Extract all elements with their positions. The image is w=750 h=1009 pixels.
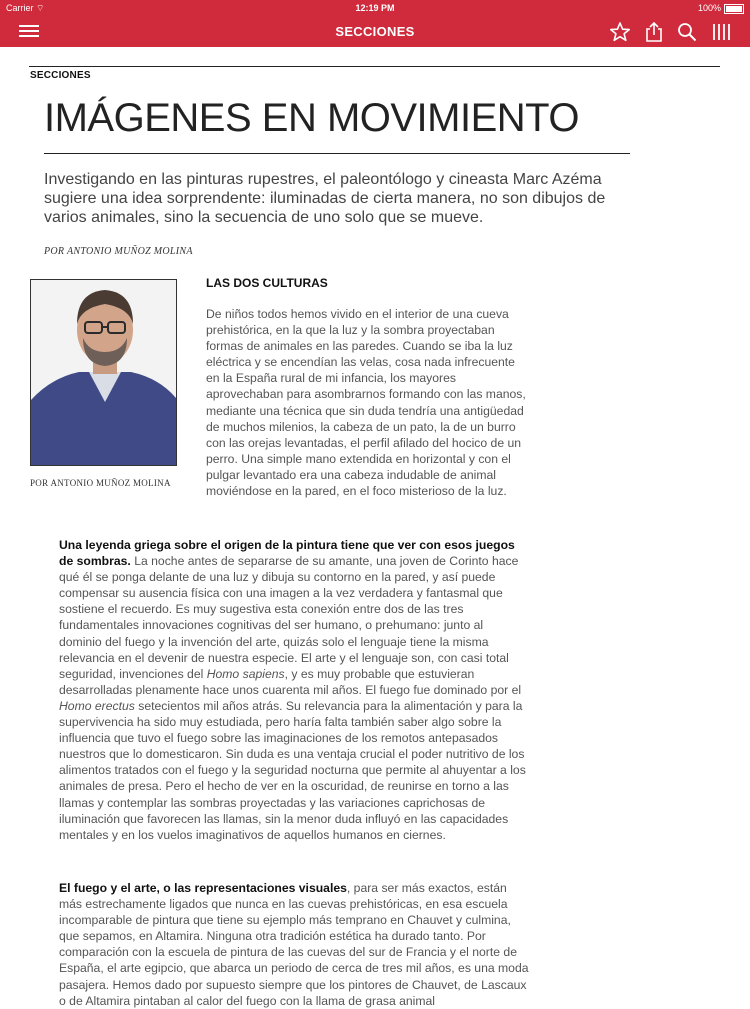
photo-caption: POR ANTONIO MUÑOZ MOLINA [30,478,171,488]
body-paragraph: Una leyenda griega sobre el origen de la pintura tiene que ver con esos juegos de sombras. La noche antes de separarse de su amante, una joven de Corinto hace qué él se ponga delante de una luz y dibuja su contorno en la pared, y así puede compensar su ausencia física con una imagen a la vez verdadera y fantasmal que sostiene el recuerdo. Es muy sugestiva esta conexión entre dos de las tres fundamentales innovaciones cognitivas del ser humano, o prehumano: junto al dominio del fuego y la invención del arte, quizás solo el lenguaje tiene la misma relevancia en el devenir de nuestra especie. El arte y el lenguaje son, con casi total seguridad, invenciones del Homo sapiens, y es muy probable que estuvieran desarrolladas plenamente hace unos cuarenta mil años. El fuego fue dominado por el Homo erectus setecientos mil años atrás. Su relevancia para la alimentación y para la supervivencia ha sido muy estudiada, pero haría falta también saber algo sobre la influencia que tuvo el fuego sobre las imaginaciones de los remotos antepasados nuestros que lo domesticaron. Sin duda es una ventaja crucial el poder nutritivo de los alimentos tratados con el fuego y la seguridad nocturna que permite al ahuyentar a los animales de presa. Pero el hecho de ver en la oscuridad, de reunirse en torno a las llamas y contemplar las sombras proyectadas y las variaciones caprichosas de iluminación que favorecen las llamas, sin la menor duda influyó en las capacidades mentales y en los vuelos imaginativos de aquellos humanos en ciernes. [59,538,526,842]
search-icon[interactable] [676,21,698,43]
carrier-label: Carrier ⌔ [6,3,45,13]
battery-indicator: 100% [698,3,744,14]
share-icon[interactable] [643,21,665,43]
paragraph-lead: El fuego y el arte, o las representaciones visuales [59,881,347,895]
status-bar [0,0,750,16]
article-headline: IMÁGENES EN MOVIMIENTO [44,96,579,140]
nav-title: SECCIONES [335,24,415,39]
body-paragraph: El fuego y el arte, o las representaciones visuales, para ser más exactos, están más estrechamente ligados que nunca en las cuevas prehistóricas, en esa escuela incomparable de pintura que tiene su ejemplo más temprano en Chauvet y culmina, que sepamos, en Altamira. Ninguna otra tradición estética ha durado tanto. Por comparación con la escuela de pintura de las cuevas del sur de Francia y el norte de España, el arte egipcio, que abarca un periodo de cerca de tres mil años, es una moda pasajera. Hemos dado por supuesto siempre que los pintores de Chauvet, de Lascaux o de Altamira pintaban al calor del fuego con la llama de grasa animal [59,881,529,1008]
author-portrait [31,280,176,465]
wifi-icon: ⌔ [36,3,45,13]
nav-bar [0,16,750,47]
star-icon[interactable] [609,21,631,43]
battery-icon [724,4,744,14]
article-subheading: LAS DOS CULTURAS [206,276,328,290]
section-label: SECCIONES [30,70,91,81]
headline-divider [44,153,630,154]
paragraph-lead: Una leyenda griega sobre el origen de la pintura tiene que ver con esos juegos de sombras. [59,538,515,569]
author-photo [30,279,177,466]
section-divider [29,66,720,67]
article-dek: Investigando en las pinturas rupestres, el paleontólogo y cineasta Marc Azéma sugiere una idea sorprendente: iluminadas de cierta manera, no son dibujos de varios animales, sino la secuencia de uno solo que se mueve. [44,171,606,226]
sections-icon[interactable] [710,21,732,43]
clock: 12:19 PM [355,3,395,13]
intro-paragraph: De niños todos hemos vivido en el interior de una cueva prehistórica, en la que la luz y la sombra proyectaban formas de animales en las paredes. Cuando se iba la luz eléctrica y se encendían las velas, cosa nada infrecuente en la España rural de mi infancia, los mayores aprovechaban para asombrarnos formando con las manos, mediante una técnica que sin duda tendría una antigüedad de muchos milenios, la cabeza de un pato, la de un burro con las orejas levantadas, el perfil afilado del hocico de un perro. Una simple mano extendida en horizontal y con el pulgar levantado era una cabeza indudable de animal moviéndose en la pared, en el foco misterioso de la luz. [206,307,526,499]
article-byline: POR ANTONIO MUÑOZ MOLINA [44,246,193,257]
